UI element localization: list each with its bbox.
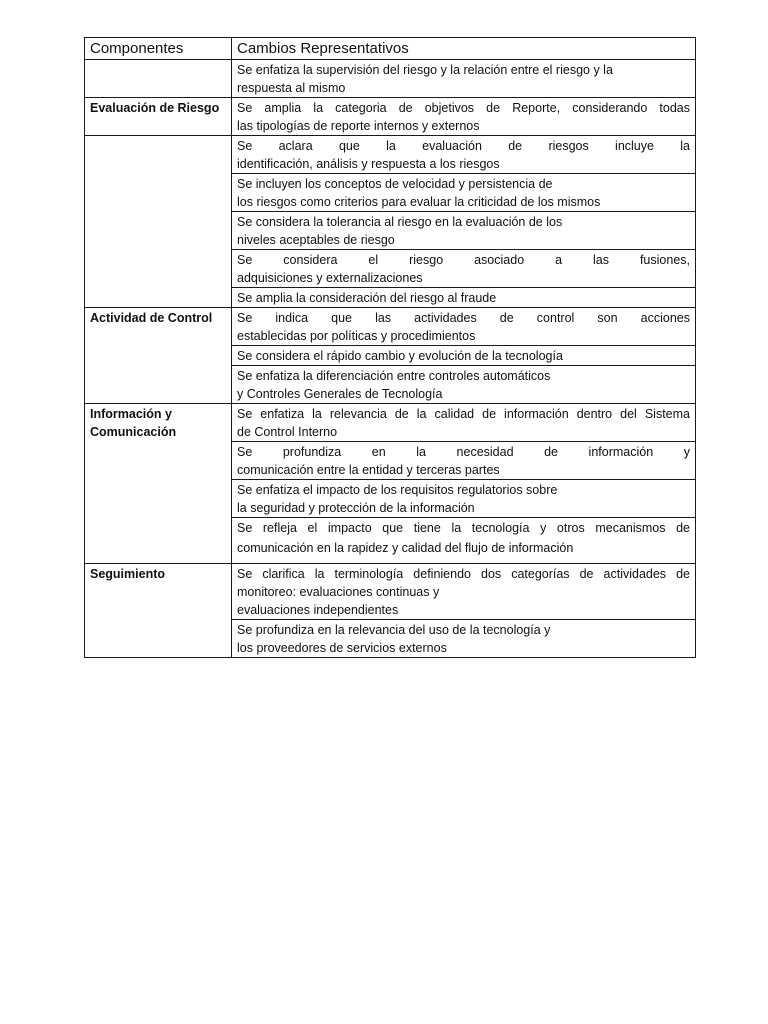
component-label: Comunicación [90,425,177,439]
change-cell [232,250,696,288]
change-line: Se amplia la consideración del riesgo al fraude [237,291,497,305]
change-line: monitoreo: evaluaciones continuas y [237,585,440,599]
change-line: adquisiciones y externalizaciones [237,271,423,285]
change-line: Se indica que las actividades de control son acciones [237,311,690,325]
change-line: la seguridad y protección de la información [237,501,475,515]
change-line: Se refleja el impacto que tiene la tecnología y otros mecanismos de [237,521,690,535]
change-line: respuesta al mismo [237,81,346,95]
change-cell [232,212,696,250]
change-line: de Control Interno [237,425,338,439]
change-cell [232,518,696,564]
change-line: y Controles Generales de Tecnología [237,387,443,401]
change-cell [232,288,696,308]
change-line: Se enfatiza la diferenciación entre controles automáticos [237,369,551,383]
component-cell-seguimiento [85,564,232,658]
change-cell [232,564,696,620]
change-cell [232,404,696,442]
change-cell [232,98,696,136]
change-line: Se considera el riesgo asociado a las fusiones, [237,253,690,267]
component-label: Información y [90,407,172,421]
change-line: Se clarifica la terminología definiendo dos categorías de actividades de [237,567,690,581]
table-row [85,404,696,442]
change-line: los riesgos como criterios para evaluar la criticidad de los mismos [237,195,601,209]
change-line: evaluaciones independientes [237,603,399,617]
change-cell [232,308,696,346]
table-row [85,136,696,174]
table-row [85,564,696,620]
change-line: Se profundiza en la necesidad de información y [237,445,690,459]
table-row [85,308,696,346]
change-line: Se enfatiza el impacto de los requisitos regulatorios sobre [237,483,558,497]
change-line: comunicación en la rapidez y calidad del flujo de información [237,541,574,555]
change-cell [232,442,696,480]
change-cell [232,620,696,658]
change-line: comunicación entre la entidad y terceras partes [237,463,500,477]
change-line: Se amplia la categoria de objetivos de Reporte, considerando todas [237,101,690,115]
change-cell [232,174,696,212]
component-label: Seguimiento [90,567,166,581]
component-cell-evaluacion-riesgo [85,98,232,136]
change-line: establecidas por políticas y procedimientos [237,329,476,343]
change-line: los proveedores de servicios externos [237,641,447,655]
header-cambios-representativos: Cambios Representativos [232,38,696,60]
change-cell [232,60,696,98]
change-cell [232,366,696,404]
table-header-row [85,38,696,60]
change-line: Se considera el rápido cambio y evolución de la tecnología [237,349,563,363]
table-row [85,98,696,136]
component-cell-empty [85,136,232,308]
table-row [85,60,696,98]
change-cell [232,346,696,366]
change-line: identificación, análisis y respuesta a los riesgos [237,157,500,171]
change-line: las tipologías de reporte internos y externos [237,119,480,133]
change-line: niveles aceptables de riesgo [237,233,395,247]
change-line: Se profundiza en la relevancia del uso de la tecnología y [237,623,551,637]
change-cell [232,480,696,518]
change-line: Se incluyen los conceptos de velocidad y persistencia de [237,177,553,191]
change-line: Se aclara que la evaluación de riesgos incluye la [237,139,690,153]
change-line: Se enfatiza la supervisión del riesgo y la relación entre el riesgo y la [237,63,613,77]
component-cell-informacion-comunicacion [85,404,232,564]
document-page [84,37,695,658]
component-label: Actividad de Control [90,311,213,325]
change-line: Se considera la tolerancia al riesgo en la evaluación de los [237,215,563,229]
component-label: Evaluación de Riesgo [90,101,220,115]
change-line: Se enfatiza la relevancia de la calidad de información dentro del Sistema [237,407,690,421]
header-componentes: Componentes [85,38,232,60]
components-changes-table [84,37,696,658]
component-cell-empty [85,60,232,98]
change-cell [232,136,696,174]
component-cell-actividad-control [85,308,232,404]
